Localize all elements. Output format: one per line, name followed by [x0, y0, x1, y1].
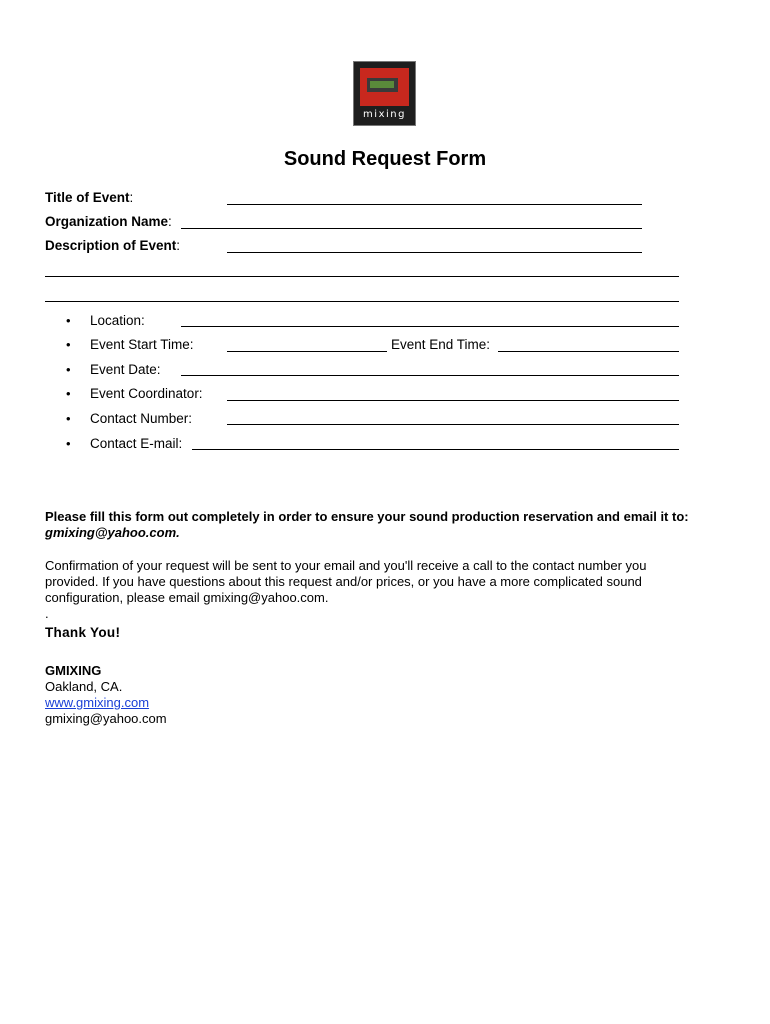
page-title: Sound Request Form — [283, 148, 487, 170]
logo-wordmark: mixing — [363, 109, 406, 120]
contact-email-label: Contact E-mail: — [90, 436, 183, 451]
website-link[interactable]: www.gmixing.com — [45, 695, 150, 710]
title-of-event-label: Title of Event: — [45, 190, 134, 205]
event-coordinator-label: Event Coordinator: — [90, 386, 203, 401]
dot-text: . — [45, 606, 49, 621]
logo-green-bar — [370, 81, 394, 88]
company-name: GMIXING — [45, 663, 102, 678]
confirmation-line-2: provided. If you have questions about this request and/or prices, or you have a more complicated sound — [45, 574, 642, 589]
description-of-event-label: Description of Event: — [45, 238, 181, 253]
instructions-text: Please fill this form out completely in order to ensure your sound production reservation and email it to: gmixing@yahoo.com. — [45, 509, 689, 540]
organization-name-label: Organization Name: — [45, 214, 172, 229]
event-end-time-label: Event End Time: — [391, 337, 491, 352]
instructions-email: gmixing@yahoo.com. — [45, 525, 180, 540]
event-date-label: Event Date: — [90, 362, 161, 377]
bullet: • — [66, 436, 71, 451]
location-label: Location: — [90, 313, 145, 328]
event-date-field[interactable] — [181, 375, 679, 376]
company-city: Oakland, CA. — [45, 679, 123, 694]
bullet: • — [66, 313, 71, 328]
confirmation-line-3: configuration, please email gmixing@yahoo.com. — [45, 590, 329, 605]
location-field[interactable] — [181, 326, 679, 327]
organization-name-field[interactable] — [181, 228, 642, 229]
event-start-time-label: Event Start Time: — [90, 337, 194, 352]
bullet: • — [66, 337, 71, 352]
bullet: • — [66, 362, 71, 377]
title-of-event-field[interactable] — [227, 204, 642, 205]
bullet: • — [66, 411, 71, 426]
contact-email-field[interactable] — [192, 449, 679, 450]
thank-you-text: Thank You! — [45, 625, 121, 640]
gmixing-logo — [353, 61, 416, 126]
description-line-3[interactable] — [45, 301, 679, 302]
bullet: • — [66, 386, 71, 401]
description-line-2[interactable] — [45, 276, 679, 277]
logo-g-gap — [360, 78, 367, 92]
event-coordinator-field[interactable] — [227, 400, 679, 401]
event-start-time-field[interactable] — [227, 351, 387, 352]
confirmation-line-1: Confirmation of your request will be sent to your email and you'll receive a call to the contact number you — [45, 558, 647, 573]
footer-email: gmixing@yahoo.com — [45, 711, 167, 726]
contact-number-label: Contact Number: — [90, 411, 193, 426]
contact-number-field[interactable] — [227, 424, 679, 425]
event-end-time-field[interactable] — [498, 351, 679, 352]
description-of-event-field[interactable] — [227, 252, 642, 253]
